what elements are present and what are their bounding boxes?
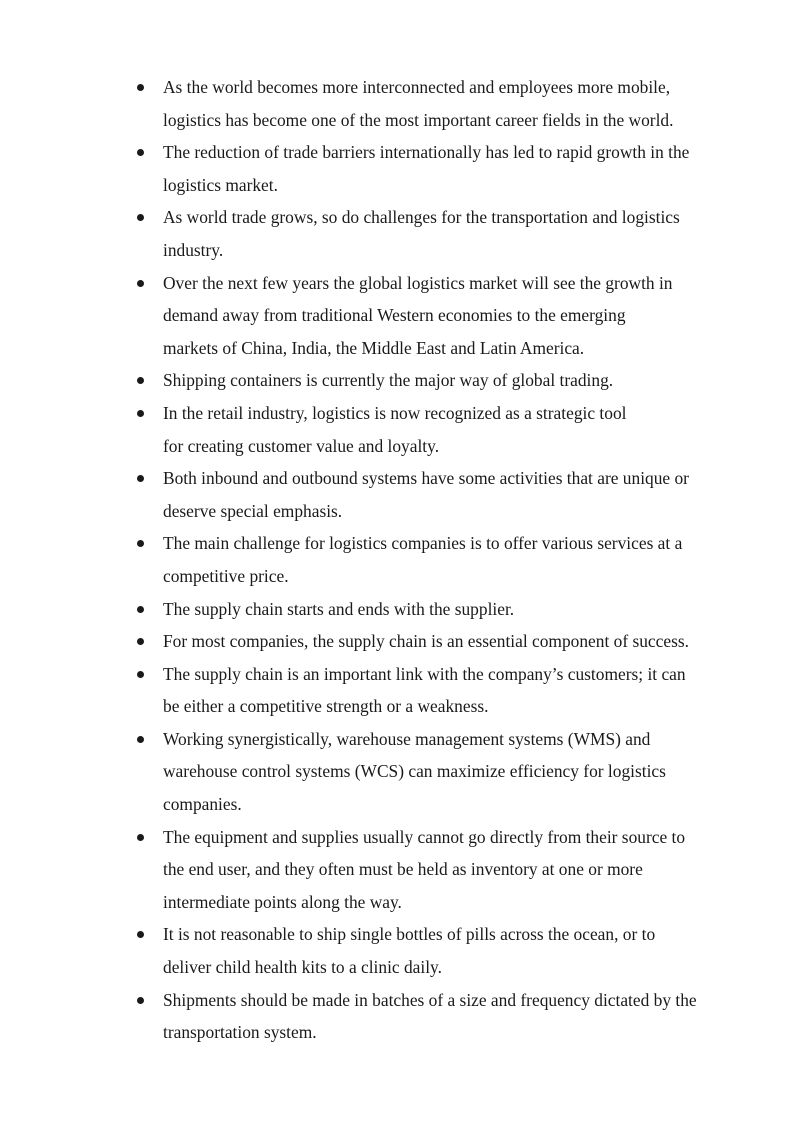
- bullet-icon: [137, 84, 144, 91]
- bullet-text: As the world becomes more interconnected and employees more mobile, logistics has become one of the most important career fields in the world.: [163, 77, 674, 130]
- bullet-text: It is not reasonable to ship single bottles of pills across the ocean, or to deliver child health kits to a clinic daily.: [163, 924, 656, 978]
- list-item: [0, 397, 800, 462]
- bullet-list: [0, 71, 800, 1049]
- bullet-icon: [137, 410, 144, 417]
- bullet-text: In the retail industry, logistics is now recognized as a strategic tool for creating customer value and loyalty.: [163, 402, 627, 456]
- list-item: [0, 658, 800, 723]
- list-item: [0, 723, 800, 821]
- list-item: [0, 462, 800, 527]
- bullet-icon: [137, 997, 144, 1004]
- bullet-text: As world trade grows, so do challenges for the transportation and logistics industry.: [163, 207, 680, 260]
- bullet-icon: [137, 475, 144, 482]
- bullet-text: Both inbound and outbound systems have some activities that are unique or deserve special emphasis.: [163, 468, 689, 521]
- bullet-icon: [137, 377, 144, 384]
- bullet-text: Shipments should be made in batches of a size and frequency dictated by the transportation system.: [163, 989, 697, 1043]
- bullet-text: Over the next few years the global logistics market will see the growth in demand away from traditional Western economies to the emerging markets of China, India, the Middle East and Latin America.: [163, 272, 673, 358]
- bullet-text: The supply chain is an important link with the company’s customers; it can be either a competitive strength or a weakness.: [163, 663, 686, 717]
- list-item: [0, 918, 800, 983]
- list-item: [0, 593, 800, 626]
- list-item: [0, 984, 800, 1049]
- bullet-icon: [137, 280, 144, 287]
- bullet-icon: [137, 540, 144, 547]
- list-item: [0, 527, 800, 592]
- bullet-icon: [137, 736, 144, 743]
- bullet-text: The main challenge for logistics companies is to offer various services at a competitive price.: [163, 533, 683, 586]
- list-item: [0, 625, 800, 658]
- list-item: [0, 136, 800, 201]
- bullet-text: Working synergistically, warehouse management systems (WMS) and warehouse control systems (WCS) can maximize efficiency for logistics companies.: [163, 728, 666, 815]
- bullet-text: Shipping containers is currently the major way of global trading.: [163, 370, 614, 391]
- bullet-text: For most companies, the supply chain is an essential component of success.: [163, 631, 689, 652]
- list-item: [0, 71, 800, 136]
- bullet-icon: [137, 214, 144, 221]
- bullet-text: The reduction of trade barriers internationally has led to rapid growth in the logistics market.: [163, 142, 690, 195]
- list-item: [0, 267, 800, 365]
- bullet-icon: [137, 931, 144, 938]
- list-item: [0, 201, 800, 266]
- bullet-icon: [137, 671, 144, 678]
- bullet-icon: [137, 638, 144, 645]
- bullet-text: The equipment and supplies usually cannot go directly from their source to the end user, and they often must be held as inventory at one or more intermediate points along the way.: [163, 826, 686, 912]
- bullet-icon: [137, 606, 144, 613]
- bullet-text: The supply chain starts and ends with the supplier.: [163, 598, 515, 619]
- bullet-icon: [137, 149, 144, 156]
- bullet-icon: [137, 834, 144, 841]
- list-item: [0, 364, 800, 397]
- list-item: [0, 821, 800, 919]
